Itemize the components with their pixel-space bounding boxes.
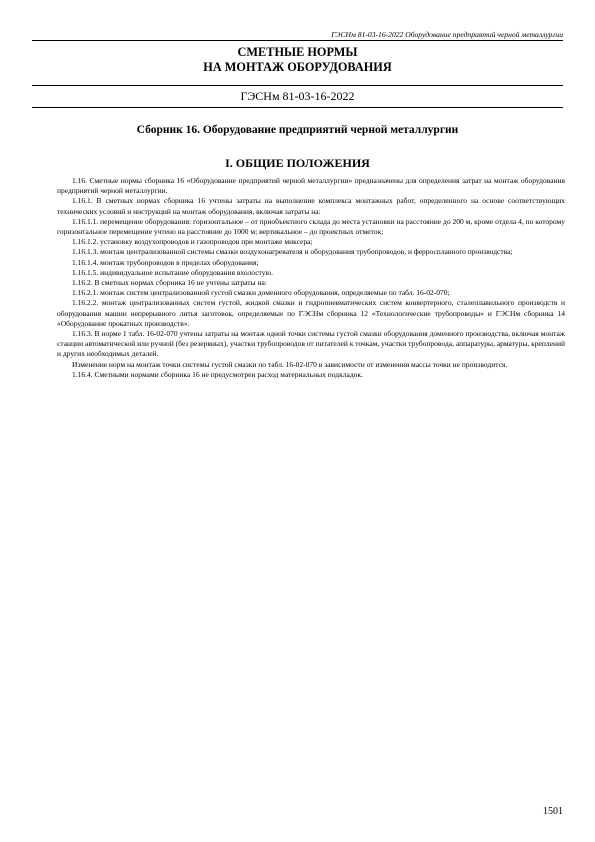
paragraph: 1.16.1.2. установку воздухопроводов и газопроводов при монтаже миксера;: [72, 237, 313, 247]
paragraph: 1.16.1. В сметных нормах сборника 16 учтены затраты на выполнение комплекса монтажных работ, определенного на основе соответствующих технических условий и инструкций на монтаж оборудования, включая затраты на:: [57, 196, 565, 216]
paragraph: 1.16. Сметные нормы сборника 16 «Оборудование предприятий черной металлургии» предназначены для определения затрат на монтаж оборудования предприятий черной металлургии.: [57, 176, 565, 196]
code-rule-top: [32, 85, 563, 86]
paragraph: 1.16.2.2. монтаж централизованных систем густой, жидкой смазки и гидропневматических систем конвертерного, сталеплавильного производств и оборудования машин непрерывного литья заготовок, определяемые по ГЭСНм сборника 12 «Технологические трубопроводы» и ГЭСНм сборника 14 «Оборудование прокатных производств».: [57, 298, 565, 328]
paragraph: 1.16.2. В сметных нормах сборника 16 не учтены затраты на:: [72, 278, 267, 288]
header-rule: [32, 40, 563, 41]
body-text: [57, 176, 565, 380]
title-line-1: СМЕТНЫЕ НОРМЫ: [237, 45, 358, 59]
paragraph: 1.16.3. В норме 1 табл. 16-02-070 учтены затраты на монтаж одной точки системы густой смазки оборудования доменного производства, включая монтаж станции автоматической или ручной (без резервных), участки трубопроводов от питателей к точкам, участки трубопровода, аппаратуры, арматуры, креплений и других необходимых деталей.: [57, 329, 565, 359]
title-line-2: НА МОНТАЖ ОБОРУДОВАНИЯ: [203, 59, 392, 74]
paragraph: 1.16.4. Сметными нормами сборника 16 не предусмотрен расход материальных подкладок.: [72, 369, 363, 379]
paragraph: 1.16.1.4. монтаж трубопроводов в пределах оборудования;: [72, 257, 259, 267]
code-rule-bottom: [32, 107, 563, 108]
page-number: 1501: [543, 806, 563, 817]
paragraph: Изменение норм на монтаж точки системы густой смазки по табл. 16-02-070 в зависимости от изменения массы точки не производится.: [72, 359, 508, 369]
paragraph: 1.16.1.5. индивидуальное испытание оборудования вхолостую.: [72, 267, 273, 277]
paragraph: 1.16.1.1. перемещение оборудования: горизонтальное – от приобъектного склада до места установки на расстояние до 200 м, кроме отдела 4, по которому горизонтальное перемещение учтено на расстояние до 1000 м; вертикальное – до проектных отметок;: [57, 216, 565, 237]
paragraph: 1.16.2.1. монтаж систем централизованной густой смазки доменного оборудования, определяемые по табл. 16-02-070;: [72, 288, 450, 298]
document-title: [0, 45, 595, 74]
paragraph: 1.16.1.3. монтаж централизованной системы смазки воздухонагревателя и оборудования трубопроводов, и ферросплавного производства;: [72, 247, 513, 257]
running-header: ГЭСНм 81-03-16-2022 Оборудование предприятий черной металлургии: [331, 30, 563, 39]
document-code: ГЭСНм 81-03-16-2022: [240, 89, 355, 103]
section-heading: I. ОБЩИЕ ПОЛОЖЕНИЯ: [225, 156, 370, 170]
collection-title: Сборник 16. Оборудование предприятий черной металлургии: [136, 124, 459, 136]
